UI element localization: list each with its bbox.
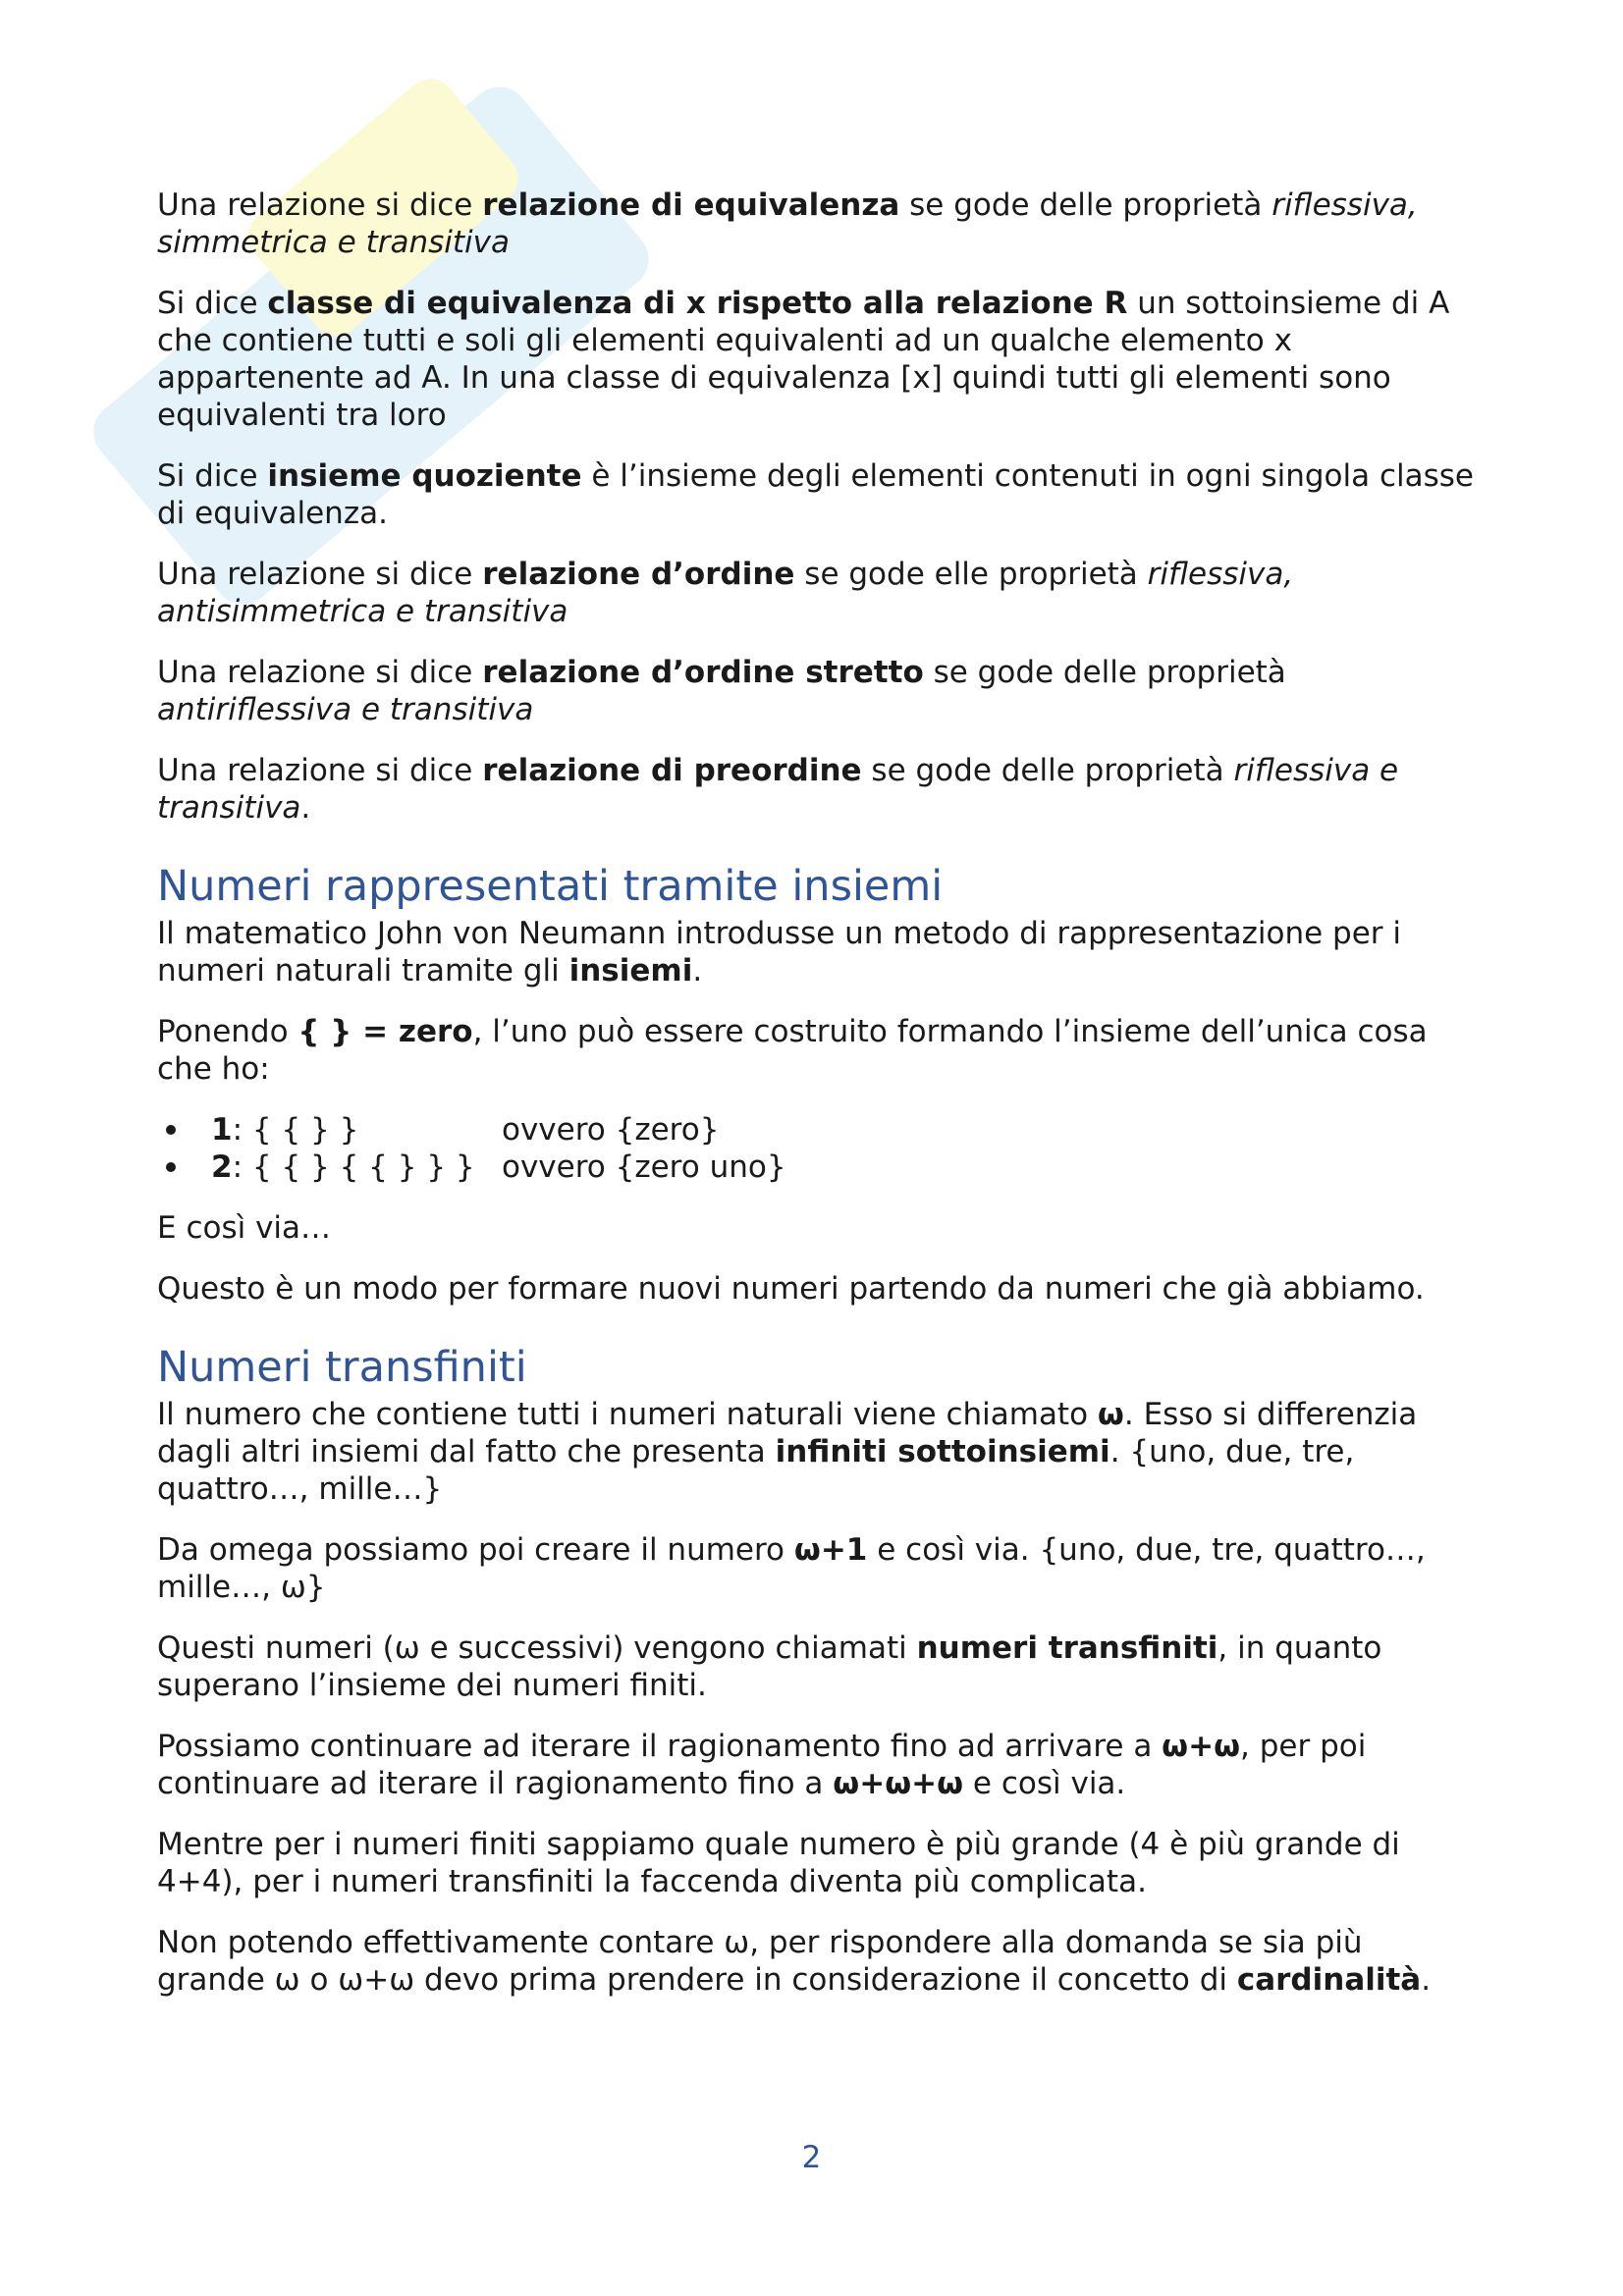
- bullet-icon: [166, 1162, 176, 1172]
- bullet-icon: [166, 1125, 176, 1135]
- paragraph-quotient-set: Si dice insieme quoziente è l’insieme degli elementi contenuti in ogni singola classe di equivalenza.: [157, 458, 1474, 531]
- paragraph-cardinality: Non potendo effettivamente contare ω, per rispondere alla domanda se sia più grande ω o ω+ω devo prima prendere in considerazione il concetto di cardinalità.: [157, 1925, 1432, 1998]
- paragraph-von-neumann: Il matematico John von Neumann introdusse un metodo di rappresentazione per i numeri naturali tramite gli insiemi.: [157, 916, 1402, 988]
- list-item: 2: { { } { { } } } ovvero {zero uno}: [211, 1148, 1478, 1186]
- paragraph-equivalence-class: Si dice classe di equivalenza di x rispetto alla relazione R un sottoinsieme di A che contiene tutti e soli gli elementi equivalenti ad un qualche elemento x appartenente ad A. In una classe di equivalenza [x] quindi tutti gli elementi sono equivalenti tra loro: [157, 286, 1450, 433]
- paragraph-omega-plus-one: Da omega possiamo poi creare il numero ω+1 e così via. {uno, due, tre, quattro…, mille…, ω}: [157, 1532, 1426, 1605]
- heading-transfinite-numbers: Numeri transfiniti: [157, 1343, 527, 1392]
- heading-numbers-via-sets: Numeri rappresentati tramite insiemi: [157, 862, 944, 911]
- document-page: [157, 187, 1478, 2022]
- list-item: 1: { { } } ovvero {zero}: [211, 1111, 1478, 1148]
- bullet-list: [157, 1111, 1478, 1186]
- paragraph-iteration: Possiamo continuare ad iterare il ragionamento fino ad arrivare a ω+ω, per poi continuare ad iterare il ragionamento fino a ω+ω+ω e così via.: [157, 1729, 1367, 1801]
- page-number: 2: [801, 2140, 822, 2175]
- paragraph-transfinite-definition: Questi numeri (ω e successivi) vengono chiamati numeri transfiniti, in quanto superano l’insieme dei numeri finiti.: [157, 1630, 1382, 1703]
- paragraph-equivalence-relation: Una relazione si dice relazione di equivalenza se gode delle proprietà riflessiva, simmetrica e transitiva: [157, 187, 1418, 260]
- paragraph-comparison: Mentre per i numeri finiti sappiamo quale numero è più grande (4 è più grande di 4+4), per i numeri transfiniti la faccenda diventa più complicata.: [157, 1827, 1400, 1899]
- paragraph-zero-definition: Ponendo { } = zero, l’uno può essere costruito formando l’insieme dell’unica cosa che ho:: [157, 1014, 1428, 1087]
- paragraph-order-relation: Una relazione si dice relazione d’ordine se gode elle proprietà riflessiva, antisimmetrica e transitiva: [157, 557, 1294, 629]
- paragraph-preorder-relation: Una relazione si dice relazione di preordine se gode delle proprietà riflessiva e transitiva.: [157, 753, 1399, 826]
- paragraph-omega: Il numero che contiene tutti i numeri naturali viene chiamato ω. Esso si differenzia dagli altri insiemi dal fatto che presenta infiniti sottoinsiemi. {uno, due, tre, quattro…, mille…}: [157, 1397, 1418, 1507]
- paragraph-strict-order-relation: Una relazione si dice relazione d’ordine stretto se gode delle proprietà antiriflessiva e transitiva: [157, 655, 1286, 727]
- paragraph-and-so-on: E così via…: [157, 1210, 332, 1246]
- paragraph-new-numbers: Questo è un modo per formare nuovi numeri partendo da numeri che già abbiamo.: [157, 1271, 1425, 1307]
